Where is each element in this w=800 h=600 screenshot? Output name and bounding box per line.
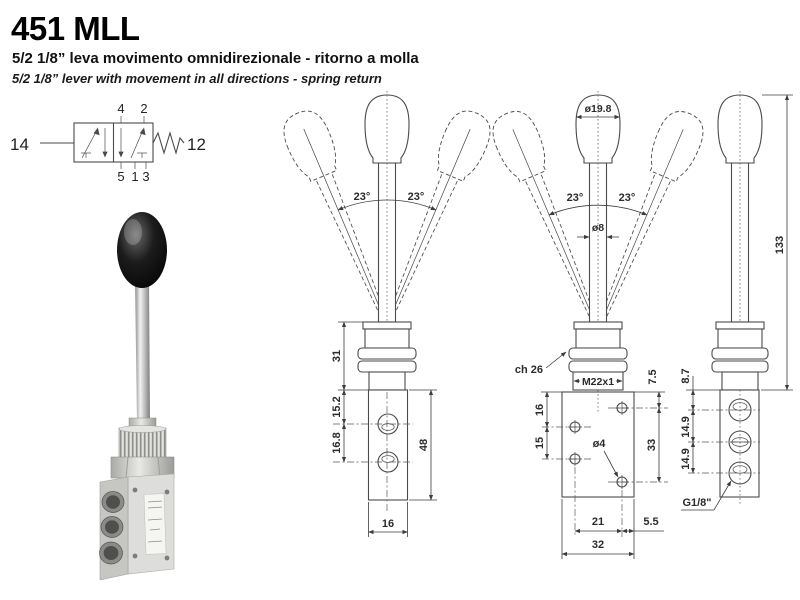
product-photo (88, 200, 198, 580)
schematic-symbol (10, 101, 206, 184)
dim-knob-diameter: ø19.8 (584, 103, 612, 115)
schematic-port-5: 5 (117, 169, 125, 184)
dim-body-width: 32 (591, 539, 605, 551)
technical-drawings (270, 88, 800, 570)
schematic-port-3: 3 (142, 169, 150, 184)
schematic-port-2: 2 (140, 101, 148, 116)
photo-lever (117, 212, 167, 422)
dim-body-depth: 16 (381, 518, 395, 530)
dim-front-angle-left: 23° (353, 191, 371, 203)
dim-body-height: 48 (418, 438, 430, 452)
dim-hole-left-spacing: 15 (534, 436, 546, 450)
side-view-knob (718, 95, 762, 163)
dim-hole-spacing: 16.8 (331, 432, 343, 454)
face-view-drawing (486, 91, 710, 559)
side-view-bushing (712, 322, 768, 390)
spring-return-icon (153, 133, 184, 153)
dim-hole-span: 21 (591, 516, 605, 528)
valve-schematic (0, 100, 220, 188)
page-title: 451 MLL (11, 10, 140, 47)
dim-hole-edge-offset: 5.5 (643, 516, 659, 528)
dim-hole-right-spacing: 33 (646, 438, 658, 452)
photo-body (100, 474, 175, 580)
front-view-drawing (277, 91, 497, 537)
dim-face-angle-left: 23° (566, 192, 584, 204)
schematic-port-4: 4 (117, 101, 125, 116)
schematic-pilot-12: 12 (187, 135, 206, 154)
dim-hole-left-offset: 16 (534, 403, 546, 417)
schematic-pilot-14: 14 (10, 135, 29, 154)
dim-port-thread: G1/8" (682, 497, 712, 509)
dim-port-spacing-a: 14.9 (680, 416, 692, 438)
front-view-knob (365, 95, 409, 163)
dim-port1-offset: 8.7 (680, 368, 692, 384)
front-view-bushing (358, 322, 416, 390)
front-view-body (369, 390, 408, 500)
dim-overall-height: 133 (774, 235, 786, 255)
dim-face-angle-right: 23° (618, 192, 636, 204)
dim-lever-diameter: ø8 (591, 222, 605, 234)
schematic-port-1: 1 (131, 169, 139, 184)
photo-knob (117, 212, 167, 288)
dim-mount-hole-diameter: ø4 (592, 438, 606, 450)
side-view-body (720, 390, 759, 497)
photo-label (144, 494, 166, 555)
dim-thread: M22x1 (581, 376, 615, 388)
dim-wrench-size: ch 26 (514, 364, 543, 376)
dim-hole1-offset: 15.2 (331, 396, 343, 418)
subtitle-italian: 5/2 1/8” leva movimento omnidirezionale - ritorno a molla (12, 50, 419, 67)
dim-bushing-height: 31 (331, 349, 343, 363)
subtitle-english: 5/2 1/8” lever with movement in all directions - spring return (12, 71, 382, 86)
dim-hole-top-offset: 7.5 (647, 369, 659, 385)
dim-front-angle-right: 23° (407, 191, 425, 203)
dim-port-spacing-b: 14.9 (680, 448, 692, 470)
photo-bushing (111, 418, 174, 478)
